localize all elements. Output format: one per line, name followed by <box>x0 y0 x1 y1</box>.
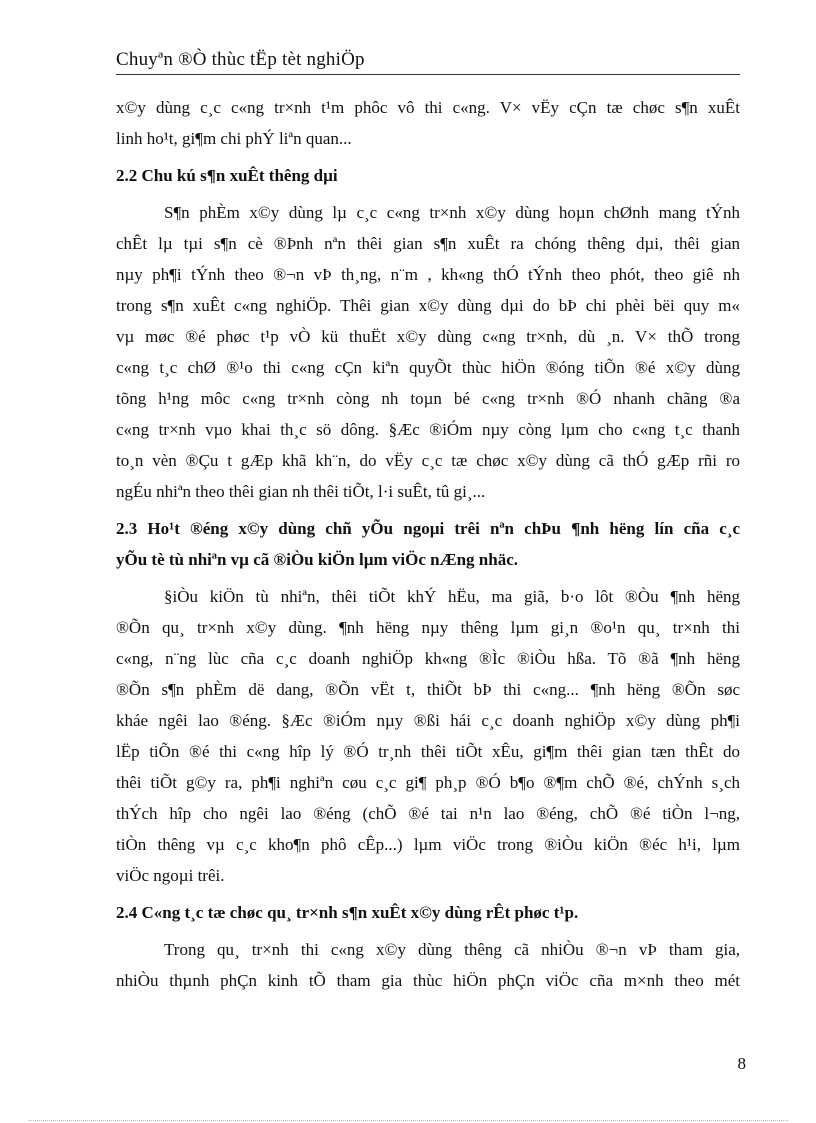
paragraph-line: viÖc ngoµi trêi. <box>116 866 225 885</box>
page-number: 8 <box>737 1054 746 1073</box>
paragraph-line: c«ng t¸c chØ ®¹o thi c«ng cÇn kiªn quyÕt thùc hiÖn ®óng tiÕn ®é x©y dùng <box>116 358 740 377</box>
paragraph-line: linh ho¹t, gi¶m chi phÝ liªn quan... <box>116 129 352 148</box>
paragraph-line: lËp tiÕn ®é thi c«ng hîp lý ®Ó tr¸nh thêi tiÕt xÊu, gi¶m thêi gian tæn thÊt do <box>116 742 740 761</box>
paragraph-line: tõng h¹ng môc c«ng tr×nh còng nh toµn bé c«ng tr×nh ®Ó nhanh chãng ®a <box>116 389 740 408</box>
paragraph-line: tiÒn thêng vµ c¸c kho¶n phô cÊp...) lµm viÖc trong ®iÒu kiÖn ®éc h¹i, lµm <box>116 835 740 854</box>
paragraph-line: to¸n vèn ®Çu t gÆp khã kh¨n, do vËy c¸c tæ chøc x©y dùng cã thÓ gÆp rñi ro <box>116 451 740 470</box>
paragraph-line: thêi tiÕt g©y ra, ph¶i nghiªn cøu c¸c gi¶ ph¸p ®Ó b¶o ®¶m chÕ ®é, chÝnh s¸ch <box>116 773 740 792</box>
paragraph-line: c«ng, n¨ng lùc cña c¸c doanh nghiÖp kh«ng ®Ìc ®iÒu hßa. Tõ ®ã ¶nh hëng <box>116 649 740 668</box>
section-heading-2-4: 2.4 C«ng t¸c tæ chøc qu¸ tr×nh s¶n xuÊt x©y dùng rÊt phøc t¹p. <box>116 903 579 922</box>
section-heading-2-3: 2.3 Ho¹t ®éng x©y dùng chñ yÕu ngoµi trêi nªn chÞu ¶nh hëng lín cña c¸c <box>116 519 740 538</box>
paragraph-line: Trong qu¸ tr×nh thi c«ng x©y dùng thêng cã nhiÒu ®¬n vÞ tham gia, <box>164 940 740 959</box>
paragraph-line: chÊt lµ tµi s¶n cè ®Þnh nªn thêi gian s¶n xuÊt ra chóng thêng dµi, thêi gian <box>116 234 740 253</box>
paragraph-line: ®Õn qu¸ tr×nh x©y dùng. ¶nh hëng nµy thêng lµm gi¸n ®o¹n qu¸ tr×nh thi <box>116 618 740 637</box>
paragraph-line: thÝch hîp cho ngêi lao ®éng (chÕ ®é tai n¹n lao ®éng, chÕ ®é tiÒn l¬ng, <box>116 804 740 823</box>
paragraph-line: ®Õn s¶n phÈm dë dang, ®Õn vËt t, thiÕt bÞ thi c«ng... ¶nh hëng ®Õn søc <box>116 680 740 699</box>
paragraph-line: ngÉu nhiªn theo thêi gian nh thêi tiÕt, l·i suÊt, tû gi¸... <box>116 482 486 501</box>
page-bottom-divider <box>28 1120 788 1121</box>
paragraph-line: nhiÒu thµnh phÇn kinh tÕ tham gia thùc hiÖn phÇn viÖc cña m×nh theo mét <box>116 971 740 990</box>
section-heading-2-2: 2.2 Chu kú s¶n xuÊt thêng dµi <box>116 166 338 185</box>
paragraph-line: S¶n phÈm x©y dùng lµ c¸c c«ng tr×nh x©y dùng hoµn chØnh mang tÝnh <box>164 203 740 222</box>
paragraph-line: c«ng tr×nh vµo khai th¸c sö dông. §Æc ®iÓm nµy còng lµm cho c«ng t¸c thanh <box>116 420 740 439</box>
paragraph-line: trong s¶n xuÊt c«ng nghiÖp. Thêi gian x©y dùng dµi do bÞ chi phèi bëi quy m« <box>116 296 740 315</box>
running-header: Chuyªn ®Ò thùc tËp tèt nghiÖp <box>116 48 740 75</box>
paragraph-line: x©y dùng c¸c c«ng tr×nh t¹m phôc vô thi c«ng. V× vËy cÇn tæ chøc s¶n xuÊt <box>116 98 740 117</box>
body-text <box>116 92 740 996</box>
paragraph-line: §iÒu kiÖn tù nhiªn, thêi tiÕt khÝ hËu, ma giã, b·o lôt ®Òu ¶nh hëng <box>164 587 740 606</box>
section-heading-2-3-cont: yÕu tè tù nhiªn vµ cã ®iÒu kiÖn lµm viÖc nÆng nhäc. <box>116 550 519 569</box>
paragraph-line: kháe ngêi lao ®éng. §Æc ®iÓm nµy ®ßi hái c¸c doanh nghiÖp x©y dùng ph¶i <box>116 711 740 730</box>
paragraph-line: nµy ph¶i tÝnh theo ®¬n vÞ th¸ng, n¨m , kh«ng thÓ tÝnh theo phót, theo giê nh <box>116 265 740 284</box>
paragraph-line: vµ møc ®é phøc t¹p vÒ kü thuËt x©y dùng c«ng tr×nh, dù ¸n. V× thÕ trong <box>116 327 740 346</box>
